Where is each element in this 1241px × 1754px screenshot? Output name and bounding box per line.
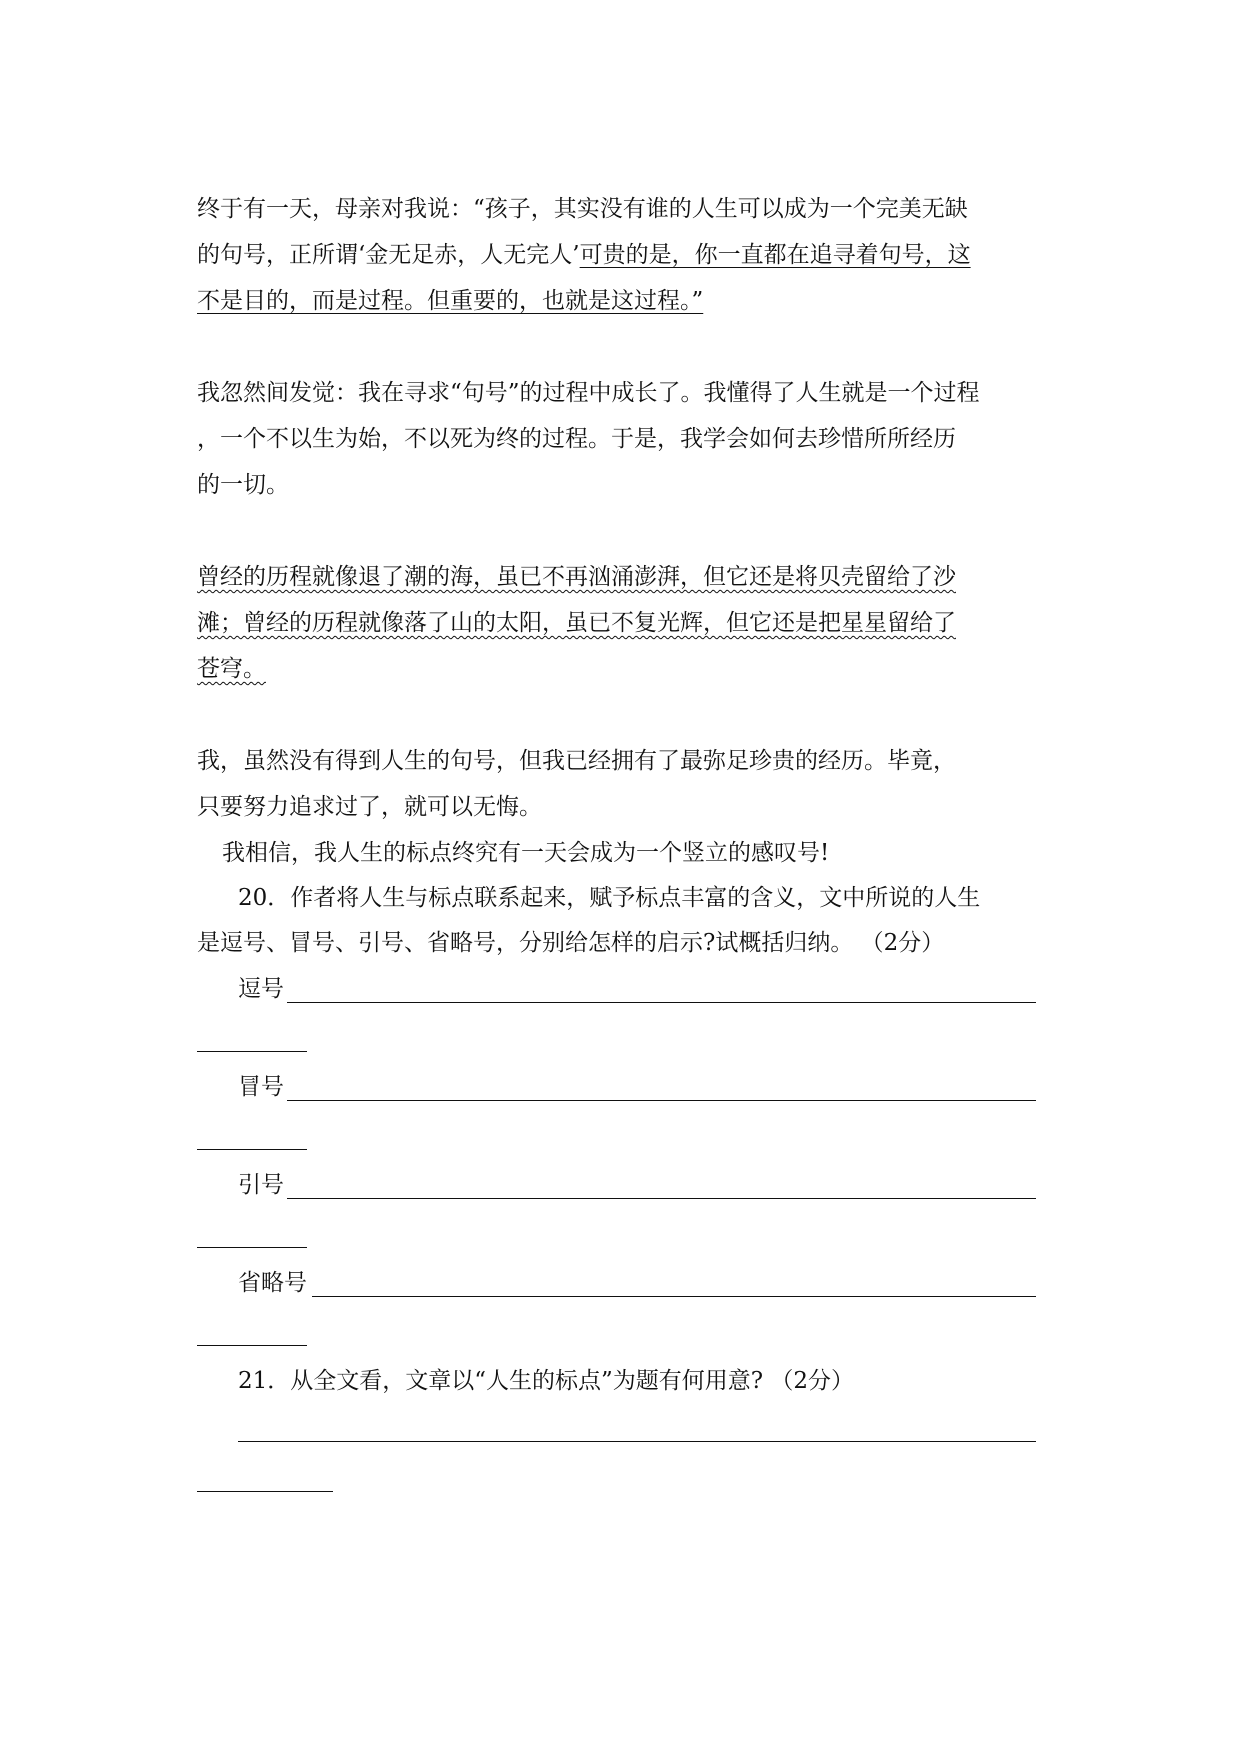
para2-line2: ，一个不以生为始，不以死为终的过程。于是，我学会如何去珍惜所所经历: [197, 426, 956, 452]
para3-line1: 曾经的历程就像退了潮的海，虽已不再汹涌澎湃，但它还是将贝壳留给了沙: [197, 564, 956, 590]
para1-line1: 终于有一天，母亲对我说：“孩子，其实没有谁的人生可以成为一个完美无缺: [197, 196, 968, 222]
q20-item-quote-label: 引号: [238, 1172, 284, 1198]
q20-item-colon-label: 冒号: [238, 1074, 284, 1100]
para1-line2-underlined: 可贵的是，你一直都在追寻着句号，这: [579, 242, 971, 268]
para1-line3-underlined: 不是目的，而是过程。但重要的，也就是这过程。”: [197, 288, 704, 314]
q20-quote-answer-line[interactable]: [287, 1198, 1036, 1199]
q20-comma-answer-line-continued[interactable]: [197, 1051, 307, 1052]
q20-colon-answer-line-continued[interactable]: [197, 1149, 307, 1150]
q20-item-ellipsis-label: 省略号: [238, 1270, 307, 1296]
q20-line2: 是逗号、冒号、引号、省略号，分别给怎样的启示?试概括归纳。 （2分）: [197, 930, 945, 956]
q20-ellipsis-answer-line[interactable]: [312, 1296, 1036, 1297]
para3-line2: 滩；曾经的历程就像落了山的太阳，虽已不复光辉，但它还是把星星留给了: [197, 610, 956, 636]
q20-comma-answer-line[interactable]: [287, 1002, 1036, 1003]
q21-answer-line-continued[interactable]: [197, 1491, 333, 1492]
q20-colon-answer-line[interactable]: [287, 1100, 1036, 1101]
q21-answer-line[interactable]: [238, 1441, 1036, 1442]
para1-line2-plain: 的句号，正所谓‘金无足赤，人无完人’: [197, 242, 580, 268]
para1-line2: [197, 240, 971, 270]
para3-line3: 苍穹。: [197, 656, 266, 682]
para2-line1: 我忽然间发觉：我在寻求“句号”的过程中成长了。我懂得了人生就是一个过程: [197, 380, 980, 406]
q20-ellipsis-answer-line-continued[interactable]: [197, 1345, 307, 1346]
para4-line1: 我，虽然没有得到人生的句号，但我已经拥有了最弥足珍贵的经历。毕竟，: [197, 748, 956, 774]
para4-line2: 只要努力追求过了，就可以无悔。: [197, 794, 542, 820]
q20-item-comma-label: 逗号: [238, 976, 284, 1002]
q20-line1: 20．作者将人生与标点联系起来，赋予标点丰富的含义，文中所说的人生: [238, 885, 981, 911]
para5-line: 我相信，我人生的标点终究有一天会成为一个竖立的感叹号!: [222, 840, 830, 866]
q21-line1: 21．从全文看，文章以“人生的标点”为题有何用意? （2分）: [238, 1368, 855, 1394]
para2-line3: 的一切。: [197, 472, 289, 498]
q20-quote-answer-line-continued[interactable]: [197, 1247, 307, 1248]
